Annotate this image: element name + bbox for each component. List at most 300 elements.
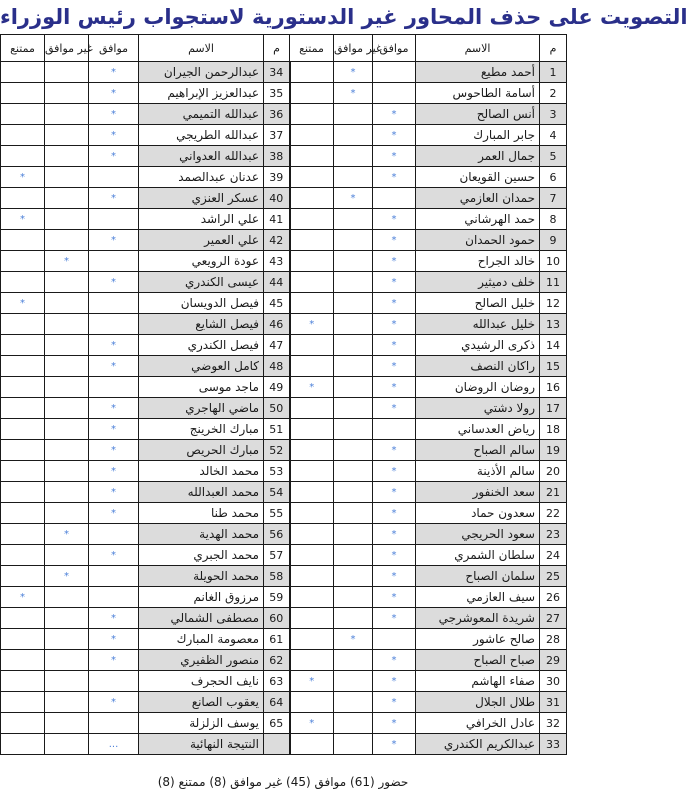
left-disagree-mark	[45, 629, 89, 650]
left-agree-mark: *	[89, 62, 139, 83]
left-disagree-mark	[45, 734, 89, 755]
left-disagree-mark	[45, 440, 89, 461]
right-disagree-mark	[334, 272, 373, 293]
right-disagree-mark	[334, 734, 373, 755]
right-header-abstain: ممتنع	[290, 35, 334, 62]
left-member-num: 58	[264, 566, 290, 587]
left-header-num: م	[264, 35, 290, 62]
left-member-num: 45	[264, 293, 290, 314]
right-disagree-mark	[334, 461, 373, 482]
right-member-num: 25	[540, 566, 567, 587]
left-header-abstain: ممتنع	[1, 35, 45, 62]
right-member-name: صفاء الهاشم	[416, 671, 540, 692]
right-member-num: 27	[540, 608, 567, 629]
left-member-num: 47	[264, 335, 290, 356]
left-member-name: فيصل الكندري	[139, 335, 264, 356]
table-row	[1, 377, 567, 398]
right-agree-mark: *	[373, 650, 416, 671]
right-agree-mark: *	[373, 377, 416, 398]
left-agree-mark	[89, 587, 139, 608]
left-member-num	[264, 734, 290, 755]
right-member-name: صباح الصباح	[416, 650, 540, 671]
right-abstain-mark	[290, 650, 334, 671]
right-member-num: 3	[540, 104, 567, 125]
left-member-name: مبارك الخرينج	[139, 419, 264, 440]
left-member-name: عبدالله الطريجي	[139, 125, 264, 146]
left-abstain-mark	[1, 104, 45, 125]
right-agree-mark: *	[373, 440, 416, 461]
left-disagree-mark	[45, 419, 89, 440]
right-disagree-mark	[334, 230, 373, 251]
right-abstain-mark	[290, 566, 334, 587]
right-agree-mark: *	[373, 608, 416, 629]
left-member-name: محمد طنا	[139, 503, 264, 524]
left-member-name: يعقوب الصانع	[139, 692, 264, 713]
left-abstain-mark	[1, 146, 45, 167]
right-member-name: سعدون حماد	[416, 503, 540, 524]
left-member-num: 53	[264, 461, 290, 482]
right-member-num: 2	[540, 83, 567, 104]
left-disagree-mark	[45, 62, 89, 83]
left-member-num: 46	[264, 314, 290, 335]
left-member-name: عبدالعزيز الإبراهيم	[139, 83, 264, 104]
left-abstain-mark	[1, 734, 45, 755]
right-member-num: 14	[540, 335, 567, 356]
left-agree-mark: *	[89, 482, 139, 503]
left-disagree-mark	[45, 272, 89, 293]
right-abstain-mark	[290, 272, 334, 293]
left-member-num: 37	[264, 125, 290, 146]
right-abstain-mark	[290, 251, 334, 272]
right-disagree-mark	[334, 335, 373, 356]
left-member-num: 39	[264, 167, 290, 188]
left-member-name: فيصل الشايع	[139, 314, 264, 335]
left-disagree-mark	[45, 482, 89, 503]
left-abstain-mark	[1, 188, 45, 209]
right-disagree-mark	[334, 713, 373, 734]
left-disagree-mark	[45, 650, 89, 671]
right-agree-mark	[373, 188, 416, 209]
left-disagree-mark	[45, 83, 89, 104]
left-member-num: 62	[264, 650, 290, 671]
right-member-name: سعود الحريجي	[416, 524, 540, 545]
right-member-num: 9	[540, 230, 567, 251]
left-abstain-mark	[1, 545, 45, 566]
right-member-name: أسامة الطاحوس	[416, 83, 540, 104]
right-agree-mark: *	[373, 713, 416, 734]
right-disagree-mark	[334, 419, 373, 440]
right-abstain-mark	[290, 104, 334, 125]
left-member-name: مصطفى الشمالي	[139, 608, 264, 629]
left-member-name: محمد الحويلة	[139, 566, 264, 587]
table-row	[1, 629, 567, 650]
page-title: التصويت على حذف المحاور غير الدستورية لاستجواب رئيس الوزراء	[0, 5, 688, 29]
right-abstain-mark	[290, 125, 334, 146]
right-disagree-mark	[334, 650, 373, 671]
left-agree-mark	[89, 314, 139, 335]
right-agree-mark	[373, 62, 416, 83]
right-disagree-mark	[334, 209, 373, 230]
left-member-name: منصور الظفيري	[139, 650, 264, 671]
left-member-name: ماضي الهاجري	[139, 398, 264, 419]
left-abstain-mark	[1, 671, 45, 692]
table-row	[1, 83, 567, 104]
left-abstain-mark	[1, 503, 45, 524]
table-row	[1, 398, 567, 419]
table-row	[1, 335, 567, 356]
table-row	[1, 671, 567, 692]
table-row	[1, 545, 567, 566]
left-agree-mark: *	[89, 125, 139, 146]
left-agree-mark: *	[89, 419, 139, 440]
left-disagree-mark	[45, 587, 89, 608]
right-agree-mark: *	[373, 734, 416, 755]
left-agree-mark: *	[89, 398, 139, 419]
right-agree-mark: *	[373, 335, 416, 356]
right-header-num: م	[540, 35, 567, 62]
right-member-name: سلمان الصباح	[416, 566, 540, 587]
right-member-num: 29	[540, 650, 567, 671]
right-member-num: 16	[540, 377, 567, 398]
right-agree-mark: *	[373, 167, 416, 188]
table-row	[1, 209, 567, 230]
left-disagree-mark: *	[45, 524, 89, 545]
left-disagree-mark	[45, 671, 89, 692]
left-agree-mark	[89, 377, 139, 398]
left-agree-mark	[89, 209, 139, 230]
right-member-name: عبدالكريم الكندري	[416, 734, 540, 755]
right-disagree-mark	[334, 545, 373, 566]
right-member-num: 18	[540, 419, 567, 440]
left-agree-mark	[89, 251, 139, 272]
right-abstain-mark	[290, 545, 334, 566]
right-agree-mark: *	[373, 566, 416, 587]
vote-summary: حضور (61) موافق (45) غير موافق (8) ممتنع (8)	[157, 775, 409, 789]
left-abstain-mark	[1, 356, 45, 377]
left-disagree-mark: *	[45, 566, 89, 587]
right-member-name: حمدان العازمي	[416, 188, 540, 209]
right-abstain-mark	[290, 629, 334, 650]
left-member-name: كامل العوضي	[139, 356, 264, 377]
left-abstain-mark	[1, 650, 45, 671]
right-abstain-mark	[290, 398, 334, 419]
left-member-name: مبارك الحريص	[139, 440, 264, 461]
right-member-num: 23	[540, 524, 567, 545]
right-member-name: حمد الهرشاني	[416, 209, 540, 230]
right-agree-mark: *	[373, 251, 416, 272]
right-member-num: 31	[540, 692, 567, 713]
right-agree-mark: *	[373, 125, 416, 146]
right-member-num: 6	[540, 167, 567, 188]
right-agree-mark: *	[373, 230, 416, 251]
right-member-num: 28	[540, 629, 567, 650]
left-abstain-mark	[1, 482, 45, 503]
right-disagree-mark	[334, 314, 373, 335]
right-member-num: 1	[540, 62, 567, 83]
left-member-name: علي العمير	[139, 230, 264, 251]
left-member-num: 64	[264, 692, 290, 713]
table-row	[1, 167, 567, 188]
table-body	[1, 62, 567, 755]
left-member-num: 38	[264, 146, 290, 167]
left-member-name: عدنان عبدالصمد	[139, 167, 264, 188]
right-abstain-mark	[290, 419, 334, 440]
right-agree-mark: *	[373, 209, 416, 230]
right-disagree-mark	[334, 482, 373, 503]
table-row	[1, 293, 567, 314]
right-member-num: 19	[540, 440, 567, 461]
left-disagree-mark	[45, 293, 89, 314]
right-abstain-mark: *	[290, 671, 334, 692]
left-abstain-mark: *	[1, 167, 45, 188]
left-abstain-mark	[1, 62, 45, 83]
left-header-disagree: غير موافق	[45, 35, 89, 62]
table-row	[1, 62, 567, 83]
left-disagree-mark	[45, 335, 89, 356]
left-member-num: 34	[264, 62, 290, 83]
table-row	[1, 650, 567, 671]
left-abstain-mark	[1, 440, 45, 461]
right-member-name: رياض العدساني	[416, 419, 540, 440]
right-member-name: سلطان الشمري	[416, 545, 540, 566]
right-member-name: أحمد مطيع	[416, 62, 540, 83]
left-member-name: نايف الحجرف	[139, 671, 264, 692]
left-agree-mark: *	[89, 503, 139, 524]
right-disagree-mark	[334, 440, 373, 461]
right-abstain-mark	[290, 587, 334, 608]
left-member-name: عبدالرحمن الجيران	[139, 62, 264, 83]
left-member-num: 36	[264, 104, 290, 125]
right-disagree-mark	[334, 608, 373, 629]
table-row	[1, 713, 567, 734]
right-member-num: 7	[540, 188, 567, 209]
left-member-num: 43	[264, 251, 290, 272]
left-abstain-mark	[1, 524, 45, 545]
right-member-num: 32	[540, 713, 567, 734]
right-disagree-mark: *	[334, 188, 373, 209]
right-member-name: خلف دميثير	[416, 272, 540, 293]
right-disagree-mark	[334, 692, 373, 713]
left-member-num: 60	[264, 608, 290, 629]
left-agree-mark: *	[89, 356, 139, 377]
left-disagree-mark	[45, 545, 89, 566]
left-abstain-mark	[1, 608, 45, 629]
left-abstain-mark	[1, 335, 45, 356]
right-disagree-mark	[334, 671, 373, 692]
table-row	[1, 251, 567, 272]
table-row	[1, 734, 567, 755]
table-row	[1, 146, 567, 167]
left-header-name: الاسم	[139, 35, 264, 62]
vote-table	[0, 34, 567, 755]
left-member-num: 40	[264, 188, 290, 209]
right-abstain-mark	[290, 503, 334, 524]
left-disagree-mark	[45, 314, 89, 335]
right-member-num: 5	[540, 146, 567, 167]
left-member-name: محمد الجبري	[139, 545, 264, 566]
right-member-num: 24	[540, 545, 567, 566]
left-member-name: علي الراشد	[139, 209, 264, 230]
left-member-num: 52	[264, 440, 290, 461]
right-disagree-mark: *	[334, 83, 373, 104]
vote-table-wrap	[0, 34, 566, 755]
left-agree-mark: *	[89, 146, 139, 167]
right-abstain-mark	[290, 482, 334, 503]
right-disagree-mark	[334, 293, 373, 314]
right-disagree-mark: *	[334, 62, 373, 83]
right-member-name: سالم الصباح	[416, 440, 540, 461]
left-agree-mark: *	[89, 230, 139, 251]
left-disagree-mark	[45, 692, 89, 713]
right-agree-mark: *	[373, 293, 416, 314]
left-member-num: 35	[264, 83, 290, 104]
left-disagree-mark	[45, 398, 89, 419]
left-agree-mark: *	[89, 104, 139, 125]
table-row	[1, 587, 567, 608]
right-abstain-mark	[290, 608, 334, 629]
right-member-name: خالد الجراح	[416, 251, 540, 272]
left-agree-mark: *	[89, 272, 139, 293]
left-member-num: 55	[264, 503, 290, 524]
right-agree-mark	[373, 419, 416, 440]
right-member-num: 21	[540, 482, 567, 503]
left-agree-mark	[89, 293, 139, 314]
right-disagree-mark	[334, 503, 373, 524]
right-disagree-mark	[334, 587, 373, 608]
left-disagree-mark	[45, 146, 89, 167]
right-member-num: 12	[540, 293, 567, 314]
right-agree-mark: *	[373, 146, 416, 167]
left-member-name: معصومة المبارك	[139, 629, 264, 650]
right-disagree-mark	[334, 398, 373, 419]
left-member-num: 65	[264, 713, 290, 734]
left-member-name: عيسى الكندري	[139, 272, 264, 293]
left-abstain-mark	[1, 398, 45, 419]
right-abstain-mark	[290, 692, 334, 713]
left-member-num: 63	[264, 671, 290, 692]
right-abstain-mark	[290, 83, 334, 104]
left-abstain-mark	[1, 314, 45, 335]
right-member-name: سيف العازمي	[416, 587, 540, 608]
right-agree-mark: *	[373, 545, 416, 566]
right-member-num: 22	[540, 503, 567, 524]
left-member-name: ماجد موسى	[139, 377, 264, 398]
right-member-name: حمود الحمدان	[416, 230, 540, 251]
left-member-num: 56	[264, 524, 290, 545]
table-row	[1, 125, 567, 146]
left-member-num: 41	[264, 209, 290, 230]
right-member-name: جابر المبارك	[416, 125, 540, 146]
left-member-num: 48	[264, 356, 290, 377]
left-disagree-mark	[45, 167, 89, 188]
left-abstain-mark: *	[1, 293, 45, 314]
left-agree-mark: ...	[89, 734, 139, 755]
left-abstain-mark: *	[1, 209, 45, 230]
table-row	[1, 104, 567, 125]
right-member-num: 15	[540, 356, 567, 377]
right-disagree-mark	[334, 524, 373, 545]
left-abstain-mark: *	[1, 587, 45, 608]
left-member-name: عبدالله العدواني	[139, 146, 264, 167]
left-abstain-mark	[1, 461, 45, 482]
left-member-num: 54	[264, 482, 290, 503]
table-row	[1, 230, 567, 251]
right-agree-mark: *	[373, 314, 416, 335]
left-agree-mark: *	[89, 188, 139, 209]
right-member-name: سعد الخنفور	[416, 482, 540, 503]
left-disagree-mark	[45, 104, 89, 125]
right-member-num: 26	[540, 587, 567, 608]
right-disagree-mark	[334, 146, 373, 167]
right-disagree-mark	[334, 167, 373, 188]
table-row	[1, 566, 567, 587]
left-agree-mark: *	[89, 83, 139, 104]
right-abstain-mark	[290, 209, 334, 230]
left-agree-mark: *	[89, 461, 139, 482]
right-member-num: 10	[540, 251, 567, 272]
left-abstain-mark	[1, 377, 45, 398]
right-agree-mark	[373, 629, 416, 650]
right-agree-mark: *	[373, 671, 416, 692]
right-member-name: راكان النصف	[416, 356, 540, 377]
right-agree-mark: *	[373, 587, 416, 608]
left-member-name: يوسف الزلزلة	[139, 713, 264, 734]
right-member-name: شريدة المعوشرجي	[416, 608, 540, 629]
right-header-disagree: غير موافق	[334, 35, 373, 62]
table-row	[1, 419, 567, 440]
right-agree-mark: *	[373, 272, 416, 293]
right-member-name: خليل الصالح	[416, 293, 540, 314]
right-member-num: 33	[540, 734, 567, 755]
left-disagree-mark	[45, 377, 89, 398]
right-abstain-mark: *	[290, 713, 334, 734]
left-member-num: 44	[264, 272, 290, 293]
left-disagree-mark	[45, 209, 89, 230]
left-abstain-mark	[1, 419, 45, 440]
left-agree-mark: *	[89, 692, 139, 713]
left-disagree-mark	[45, 356, 89, 377]
left-disagree-mark	[45, 503, 89, 524]
table-row	[1, 356, 567, 377]
left-abstain-mark	[1, 692, 45, 713]
left-agree-mark: *	[89, 545, 139, 566]
right-agree-mark: *	[373, 104, 416, 125]
left-agree-mark: *	[89, 335, 139, 356]
right-member-num: 20	[540, 461, 567, 482]
table-row	[1, 440, 567, 461]
right-header-agree: موافق	[373, 35, 416, 62]
right-member-num: 13	[540, 314, 567, 335]
right-member-name: خليل عبدالله	[416, 314, 540, 335]
left-disagree-mark	[45, 230, 89, 251]
right-agree-mark: *	[373, 503, 416, 524]
right-agree-mark: *	[373, 692, 416, 713]
left-member-name: عسكر العنزي	[139, 188, 264, 209]
right-abstain-mark	[290, 167, 334, 188]
left-member-name: فيصل الدويسان	[139, 293, 264, 314]
right-abstain-mark	[290, 146, 334, 167]
right-abstain-mark	[290, 335, 334, 356]
right-abstain-mark: *	[290, 377, 334, 398]
left-agree-mark: *	[89, 650, 139, 671]
right-disagree-mark	[334, 377, 373, 398]
left-agree-mark	[89, 524, 139, 545]
right-disagree-mark: *	[334, 629, 373, 650]
table-row	[1, 503, 567, 524]
left-member-num: 59	[264, 587, 290, 608]
left-disagree-mark	[45, 713, 89, 734]
right-abstain-mark	[290, 230, 334, 251]
